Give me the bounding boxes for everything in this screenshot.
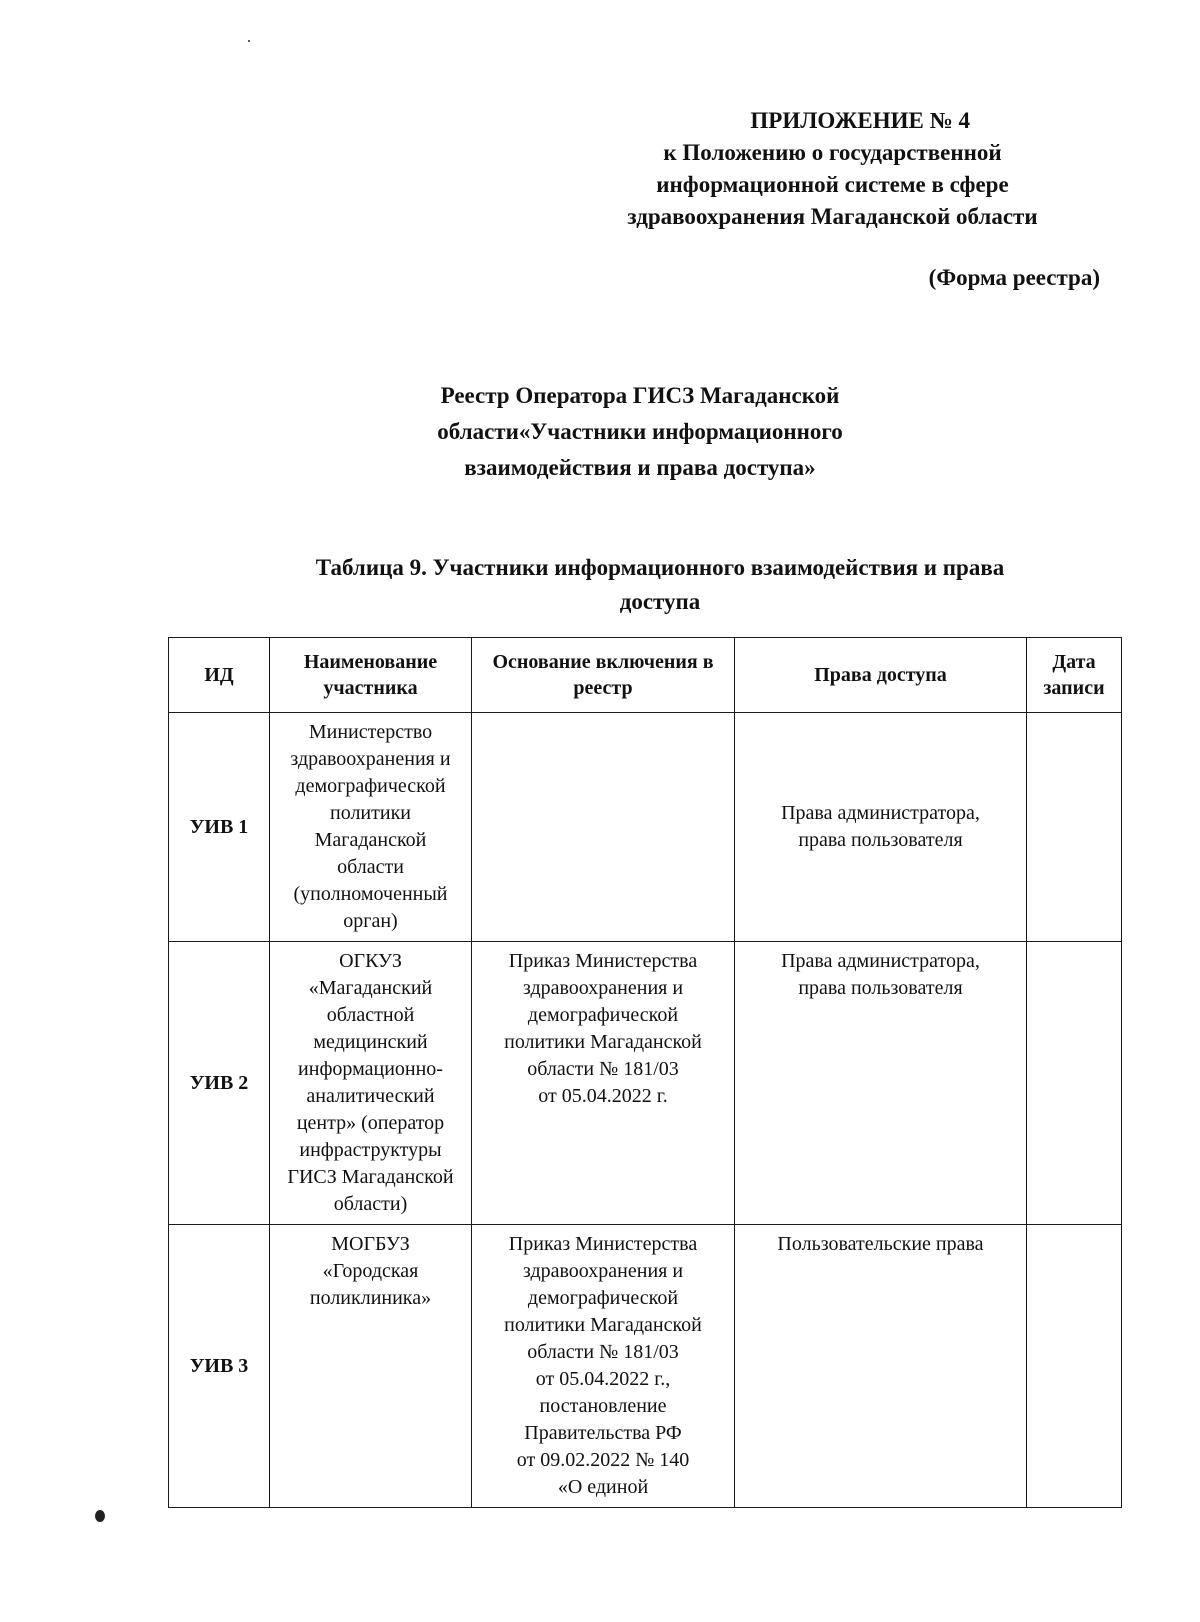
name-line: ГИСЗ Магаданской — [287, 1166, 454, 1188]
basis-line: от 05.04.2022 г. — [538, 1085, 668, 1107]
name-line: «Магаданский — [308, 977, 433, 999]
row-basis — [472, 713, 735, 942]
name-line: аналитический — [306, 1085, 435, 1107]
registry-title — [400, 378, 880, 486]
participants-table — [168, 637, 1122, 1508]
table-header-row — [169, 638, 1122, 713]
basis-line: области № 181/03 — [527, 1058, 679, 1080]
form-type-label: (Форма реестра) — [928, 265, 1100, 290]
header-basis — [472, 638, 735, 713]
row-date — [1027, 1225, 1122, 1508]
basis-line: от 09.02.2022 № 140 — [516, 1449, 690, 1471]
header-date-line: Дата — [1052, 651, 1096, 673]
basis-line: Приказ Министерства — [508, 1233, 698, 1255]
name-line: демографической — [295, 775, 446, 797]
table-row — [169, 1225, 1122, 1508]
rights-line: Пользовательские права — [777, 1233, 984, 1255]
basis-line: демографической — [527, 1287, 679, 1309]
appendix-line-3: здравоохранения Магаданской области — [627, 204, 1038, 229]
header-date — [1027, 638, 1122, 713]
header-basis-line: Основание включения в — [492, 651, 714, 673]
header-rights: Права доступа — [735, 638, 1027, 713]
name-line: МОГБУЗ — [331, 1233, 410, 1255]
name-line: областной — [326, 1004, 415, 1026]
name-line: поликлиника» — [309, 1287, 432, 1309]
registry-title-line-3: взаимодействия и права доступа» — [464, 455, 816, 480]
name-line: политики — [330, 802, 411, 824]
basis-line: демографической — [527, 1004, 679, 1026]
basis-line: «О единой — [557, 1476, 649, 1498]
scan-artifact — [95, 1510, 105, 1522]
name-line: области) — [333, 1193, 408, 1215]
header-name-line: участника — [323, 677, 418, 699]
name-line: информационно- — [298, 1058, 443, 1080]
name-line: центр» (оператор — [296, 1112, 445, 1134]
registry-title-line-1: Реестр Оператора ГИСЗ Магаданской — [440, 383, 840, 408]
row-name — [270, 942, 472, 1225]
name-line: орган) — [343, 910, 398, 932]
appendix-number: ПРИЛОЖЕНИЕ № 4 — [750, 108, 970, 133]
row-id: УИВ 1 — [169, 713, 270, 942]
header-id: ИД — [169, 638, 270, 713]
name-line: медицинский — [313, 1031, 428, 1053]
registry-title-line-2: области«Участники информационного — [437, 419, 843, 444]
header-name-line: Наименование — [303, 651, 438, 673]
row-rights — [735, 942, 1027, 1225]
row-id: УИВ 2 — [169, 942, 270, 1225]
basis-line: области № 181/03 — [527, 1341, 679, 1363]
name-line: «Городская — [322, 1260, 419, 1282]
row-id: УИВ 3 — [169, 1225, 270, 1508]
table-caption — [225, 551, 1095, 619]
row-date — [1027, 942, 1122, 1225]
basis-line: постановление — [539, 1395, 667, 1417]
name-line: области — [337, 856, 404, 878]
name-line: (уполномоченный — [293, 883, 448, 905]
rights-line: права пользователя — [798, 829, 963, 851]
basis-line: от 05.04.2022 г., — [535, 1368, 671, 1390]
row-rights — [735, 713, 1027, 942]
row-basis — [472, 1225, 735, 1508]
name-line: ОГКУЗ — [339, 950, 402, 972]
basis-line: Приказ Министерства — [508, 950, 698, 972]
appendix-header — [560, 105, 1105, 233]
basis-line: здравоохранения и — [522, 1260, 684, 1282]
table-caption-line-1: Таблица 9. Участники информационного взаимодействия и права — [315, 555, 1005, 580]
row-name — [270, 713, 472, 942]
appendix-line-1: к Положению о государственной — [663, 140, 1002, 165]
header-basis-line: реестр — [573, 677, 633, 699]
basis-line: Правительства РФ — [524, 1422, 682, 1444]
basis-line: политики Магаданской — [504, 1314, 702, 1336]
name-line: инфраструктуры — [299, 1139, 442, 1161]
rights-line: Права администратора, — [781, 802, 980, 824]
table-caption-line-2: доступа — [619, 589, 701, 614]
header-name — [270, 638, 472, 713]
row-rights — [735, 1225, 1027, 1508]
table-row — [169, 942, 1122, 1225]
header-date-line: записи — [1043, 677, 1105, 699]
name-line: здравоохранения и — [290, 748, 451, 770]
row-date — [1027, 713, 1122, 942]
name-line: Министерство — [308, 721, 433, 743]
row-basis — [472, 942, 735, 1225]
rights-line: права пользователя — [798, 977, 963, 999]
row-name — [270, 1225, 472, 1508]
rights-line: Права администратора, — [781, 950, 980, 972]
basis-line: политики Магаданской — [504, 1031, 702, 1053]
name-line: Магаданской — [314, 829, 427, 851]
appendix-line-2: информационной системе в сфере — [656, 172, 1009, 197]
scan-artifact — [248, 40, 250, 42]
basis-line: здравоохранения и — [522, 977, 684, 999]
table-row — [169, 713, 1122, 942]
